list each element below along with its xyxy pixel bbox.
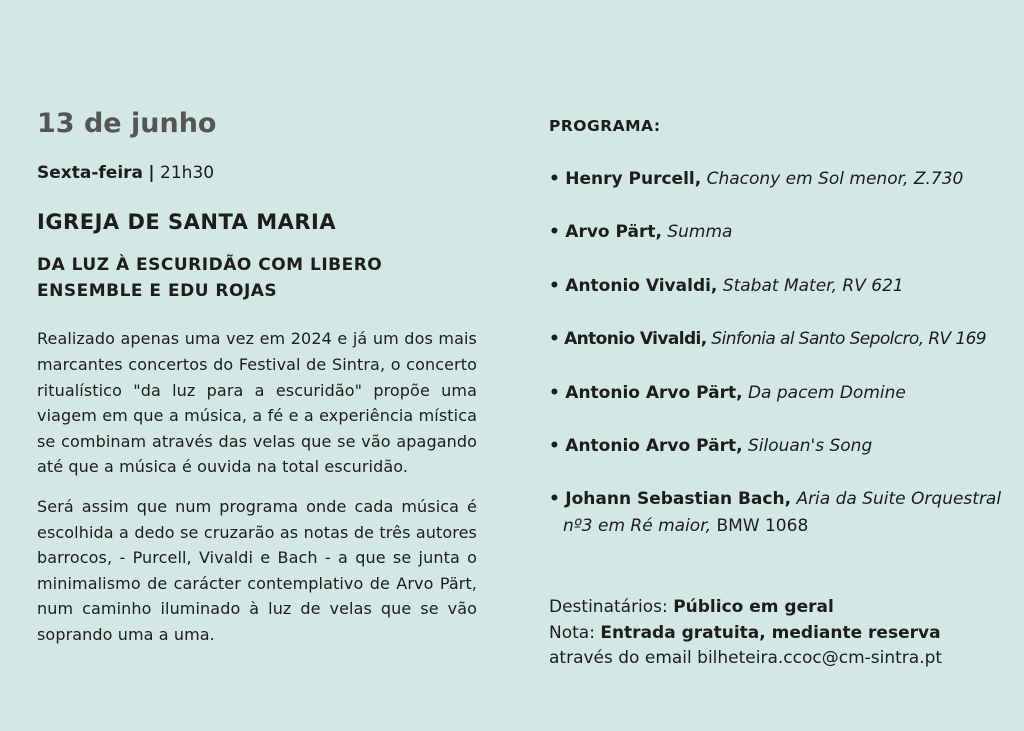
audience-value: Público em geral xyxy=(673,597,834,617)
work-title: Aria da Suite Orquestral nº3 em Ré maior, xyxy=(563,489,1002,536)
description-paragraph: Será assim que num programa onde cada música é escolhida a dedo se cruzarão as notas de três autores barrocos, - Purcell, Vivaldi e Bach - a que se junta o minimalismo de carácter contemplativo de Arvo Pärt, num caminho iluminado à luz de velas que se vão soprando uma a uma. xyxy=(37,496,477,644)
work-title: Silouan's Song xyxy=(747,435,873,456)
program-item xyxy=(549,219,1009,245)
composer: Arvo Pärt, xyxy=(565,222,662,243)
work-title: Stabat Mater, RV 621 xyxy=(722,275,904,296)
catalog-number: BMW 1068 xyxy=(716,515,809,536)
program-section xyxy=(549,116,1009,566)
program-item xyxy=(549,166,1009,192)
program-item xyxy=(549,433,1009,459)
event-info xyxy=(549,595,1009,672)
work-title: Sinfonia al Santo Sepolcro, RV 169 xyxy=(711,329,987,350)
event-details xyxy=(37,108,477,661)
composer: Antonio Vivaldi, xyxy=(564,329,707,350)
event-venue: IGREJA DE SANTA MARIA xyxy=(37,210,337,235)
event-date: 13 de junho xyxy=(37,108,217,139)
event-day-time xyxy=(37,162,477,184)
composer: Henry Purcell, xyxy=(565,169,702,190)
composer: Johann Sebastian Bach, xyxy=(565,489,792,510)
program-label: PROGRAMA: xyxy=(549,117,661,135)
audience-label: Destinatários: xyxy=(549,597,668,617)
composer: Antonio Arvo Pärt, xyxy=(565,382,743,403)
separator: | xyxy=(148,163,155,184)
work-title: Summa xyxy=(667,222,733,243)
program-list xyxy=(549,166,1009,539)
program-item xyxy=(549,380,1009,406)
event-day: Sexta-feira xyxy=(37,163,144,184)
bullet-icon: • xyxy=(549,169,560,190)
email-line: através do email bilheteira.ccoc@cm-sintra.pt xyxy=(549,648,943,668)
bullet-icon: • xyxy=(549,222,560,243)
event-subtitle: DA LUZ À ESCURIDÃO COM LIBERO ENSEMBLE E EDU ROJAS xyxy=(37,254,383,302)
audience-line xyxy=(549,595,1009,621)
work-title: Da pacem Domine xyxy=(747,382,906,403)
bullet-icon: • xyxy=(549,435,560,456)
composer: Antonio Arvo Pärt, xyxy=(565,435,743,456)
description-paragraph: Realizado apenas uma vez em 2024 e já um dos mais marcantes concertos do Festival de Sintra, o concerto ritualístico "da luz para a escuridão" propõe uma viagem em que a música, a fé e a experiência mística se combinam através das velas que se vão apagando até que a música é ouvida na total escuridão. xyxy=(37,329,477,477)
program-item xyxy=(549,273,1009,299)
event-time: 21h30 xyxy=(160,163,215,184)
program-item xyxy=(549,486,1009,539)
note-label: Nota: xyxy=(549,622,595,643)
note-value: Entrada gratuita, mediante reserva xyxy=(600,622,941,643)
bullet-icon: • xyxy=(549,275,560,296)
work-title: Chacony em Sol menor, Z.730 xyxy=(706,169,964,190)
bullet-icon: • xyxy=(549,489,560,510)
composer: Antonio Vivaldi, xyxy=(565,275,718,296)
note-line xyxy=(549,621,1009,647)
bullet-icon: • xyxy=(549,329,560,350)
bullet-icon: • xyxy=(549,382,560,403)
program-item xyxy=(549,326,1009,352)
